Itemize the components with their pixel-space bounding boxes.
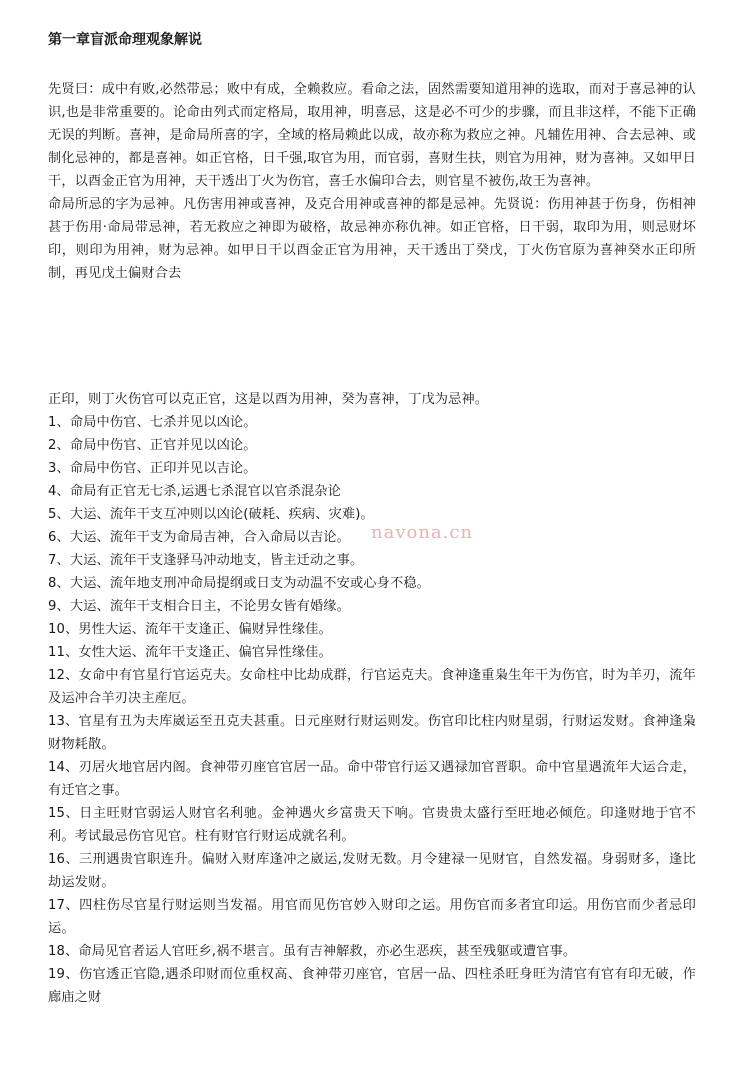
list-item: 10、男性大运、流年干支逢正、偏财异性缘佳。 [48,622,332,637]
list-item: 18、命局见官者运人官旺乡,祸不堪言。虽有吉神解救，亦必生恶疾，甚至残躯或遭官事。 [48,944,577,959]
list-item: 7、大运、流年干支逢驿马冲动地支，皆主迁动之事。 [48,553,364,568]
list-item: 16、三刑遇贵官职连升。偏财入财库逢冲之崴运,发财无数。月令建禄一见财官，自然发福。身弱财多，逢比劫运发财。 [48,852,696,890]
chapter-title: 第一章盲派命理观象解说 [48,32,202,48]
paragraph-jishen: 命局所忌的字为忌神。凡伤害用神或喜神，及克合用神或喜神的都是忌神。先贤说：伤用神甚于伤身，伤相神甚于伤用·命局带忌神，若无救应之神即为破格，故忌神亦称仇神。如正官格，日干弱，取印为用，则忌财坏印，则印为用神，财为忌神。如甲日干以酉金正官为用神，天干透出丁癸戊，丁火伤官原为喜神癸水正印所制，再见戊土偏财合去 [48,197,696,281]
paragraph-xishen: 先贤曰：成中有败,必然带忌；败中有成，全赖救应。看命之法，固然需要知道用神的选取，而对于喜忌神的认识,也是非常重要的。论命由列式而定格局，取用神，明喜忌，这是必不可少的步骤，而且非这样，不能下正确无误的判断。喜神，是命局所喜的字，全域的格局赖此以成，故亦称为救应之神。凡辅佐用神、合去忌神、或制化忌神的，都是喜神。如正官格，日千强,取官为用，而官弱，喜财生扶，则官为用神，财为喜神。又如甲日干，以酉金正官为用神，天干透出丁火为伤官，喜壬水偏印合去，则官星不被伤,故王为喜神。 [48,82,696,189]
list-item: 5、大运、流年干支互冲则以凶论(破耗、疾病、灾难)。 [48,507,374,522]
list-item: 6、大运、流年干支为命局吉神，合入命局以吉论。 [48,530,350,545]
document-page [48,30,696,1009]
list-item: 4、命局有正官无七杀,运遇七杀混官以官杀混杂论 [48,484,341,499]
rule-list [48,411,696,1009]
list-item: 8、大运、流年地支刑冲命局提纲或日支为动温不安或心身不稳。 [48,576,430,591]
list-item: 2、命局中伤官、正官并见以凶论。 [48,438,257,453]
list-item: 11、女性大运、流年干支逢正、偏官异性缘佳。 [48,645,332,660]
watermark-text: navona.cn [371,522,474,543]
list-item: 12、女命中有官星行官运克夫。女命柱中比劫成群，行官运克夫。食神逢重枭生年干为伤官，时为羊刃，流年及运冲合羊刃决主産厄。 [48,668,696,706]
list-item: 9、大运、流年干支相合日主，不论男女皆有婚缘。 [48,599,350,614]
list-item: 19、伤官透正官隐,遇杀印财而位重权高、食神带刃座官，官居一品、四柱杀旺身旺为清官有官有印无破，作廊庙之财 [48,967,696,1005]
paragraph-continuation: 正印，则丁火伤官可以克正官，这是以酉为用神，癸为喜神，丁戊为忌神。 [48,392,489,407]
list-item: 1、命局中伤官、七杀并见以凶论。 [48,415,257,430]
list-item: 17、四柱伤尽官星行财运则当发福。用官而见伤官妙入财印之运。用伤官而多者宜印运。用伤官而少者忌印运。 [48,898,696,936]
list-item: 13、官星有丑为夫库崴运至丑克夫甚重。日元座财行财运则发。伤官印比柱内财星弱，行财运发财。食神逢枭财物耗散。 [48,714,696,752]
list-item: 15、日主旺财官弱运人财官名利驰。金神遇火乡富贵天下响。官贵贵太盛行至旺地必倾危。印逢财地于官不利。考试最忌伤官见官。柱有财官行财运成就名利。 [48,806,696,844]
list-item: 14、刃居火地官居内阁。食神带刃座官官居一品。命中带官行运又遇禄加官晋职。命中官星遇流年大运合走，有迁官之事。 [48,760,696,798]
list-item: 3、命局中伤官、正印并见以吉论。 [48,461,257,476]
blank-gap [48,285,696,388]
